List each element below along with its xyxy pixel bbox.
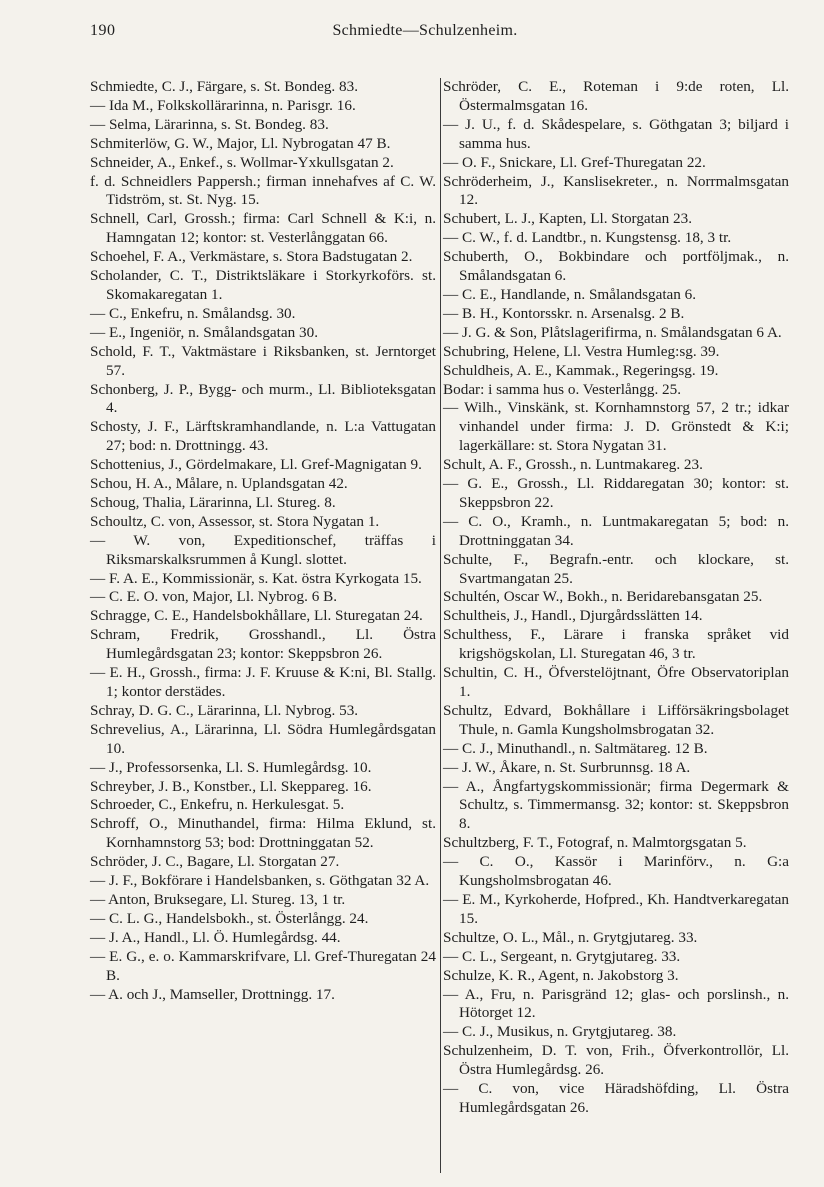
directory-entry: — A., Fru, n. Parisgränd 12; glas- och porslinsh., n. Hötorget 12. xyxy=(443,985,789,1022)
directory-entry: — E. G., e. o. Kammarskrifvare, Ll. Gref-Thuregatan 24 B. xyxy=(90,947,436,984)
directory-entry: Schottenius, J., Gördelmakare, Ll. Gref-Magnigatan 9. xyxy=(90,456,422,474)
directory-entry: — J. G. & Son, Plåtslagerifirma, n. Smålandsgatan 6 A. xyxy=(443,323,782,341)
directory-entry: — C. von, vice Häradshöfding, Ll. Östra Humlegårdsgatan 26. xyxy=(443,1080,789,1116)
page-header xyxy=(90,22,760,52)
directory-entry: Schuldheis, A. E., Kammak., Regeringsg. 19. xyxy=(443,361,719,379)
directory-entry: Schmiedte, C. J., Färgare, s. St. Bondeg. 83. xyxy=(90,78,359,95)
directory-entry: — C. L. G., Handelsbokh., st. Österlångg. 24. xyxy=(90,909,369,927)
directory-entry: — C. J., Musikus, n. Grytgjutareg. 38. xyxy=(443,1023,677,1041)
directory-entry: — G. E., Grossh., Ll. Riddaregatan 30; kontor: st. Skeppsbron 22. xyxy=(443,475,789,511)
directory-entry: — B. H., Kontorsskr. n. Arsenalsg. 2 B. xyxy=(443,304,685,322)
running-title: Schmiedte—Schulzenheim. xyxy=(332,22,518,39)
directory-entry: — Ida M., Folkskollärarinna, n. Parisgr. 16. xyxy=(90,96,356,114)
directory-entry: — E. M., Kyrkoherde, Hofpred., Kh. Handtverkaregatan 15. xyxy=(443,890,789,927)
directory-entry: Schultze, O. L., Mål., n. Grytgjutareg. 33. xyxy=(443,928,698,946)
right-column xyxy=(443,78,789,1118)
directory-entry: — C. W., f. d. Landtbr., n. Kungstensg. 18, 3 tr. xyxy=(443,229,732,247)
page-number: 190 xyxy=(90,22,116,39)
directory-entry: — C. E., Handlande, n. Smålandsgatan 6. xyxy=(443,285,697,303)
directory-entry: Schmiterlöw, G. W., Major, Ll. Nybrogatan 47 B. xyxy=(90,134,391,152)
directory-entry: — Selma, Lärarinna, s. St. Bondeg. 83. xyxy=(90,115,329,133)
directory-entry: Schroff, O., Minuthandel, firma: Hilma Eklund, st. Kornhamnstorg 53; bod: Drottninggatan 52. xyxy=(90,815,436,852)
directory-entry: — W. von, Expeditionschef, träffas i Riksmarskalksrummen å Kungl. slottet. xyxy=(90,531,436,568)
directory-entry: Schultzberg, F. T., Fotograf, n. Malmtorgsgatan 5. xyxy=(443,834,747,852)
directory-entry: Schram, Fredrik, Grosshandl., Ll. Östra Humlegårdsgatan 23; kontor: Skeppsbron 26. xyxy=(90,626,436,663)
directory-entry: Schoug, Thalia, Lärarinna, Ll. Stureg. 8. xyxy=(90,493,336,511)
directory-entry: — C. L., Sergeant, n. Grytgjutareg. 33. xyxy=(443,947,681,965)
directory-entry: — Wilh., Vinskänk, st. Kornhamnstorg 57, 2 tr.; idkar vinhandel under firma: J. D. Grönstedt & K:i; lagerkällare: st. Stora Nygatan 31. xyxy=(443,399,789,455)
directory-entry: Scholander, C. T., Distriktsläkare i Storkyrkoförs. st. Skomakaregatan 1. xyxy=(90,267,436,303)
directory-entry: — C. J., Minuthandl., n. Saltmätareg. 12 B. xyxy=(443,739,708,757)
directory-entry: Schuberth, O., Bokbindare och portföljmak., n. Smålandsgatan 6. xyxy=(443,248,789,285)
column-divider xyxy=(440,78,441,1173)
directory-entry: — E., Ingeniör, n. Smålandsgatan 30. xyxy=(90,323,319,341)
directory-entry: Schultin, C. H., Öfverstelöjtnant, Öfre Observatoriplan 1. xyxy=(443,664,789,700)
directory-entry: Schoultz, C. von, Assessor, st. Stora Nygatan 1. xyxy=(90,512,380,530)
directory-entry: Bodar: i samma hus o. Vesterlångg. 25. xyxy=(443,380,682,398)
directory-entry: Schray, D. G. C., Lärarinna, Ll. Nybrog. 53. xyxy=(90,701,359,719)
directory-entry: Schulzenheim, D. T. von, Frih., Öfverkontrollör, Ll. Östra Humlegårdsg. 26. xyxy=(443,1042,789,1079)
entry-columns xyxy=(90,78,789,1173)
directory-entry: Schult, A. F., Grossh., n. Luntmakareg. 23. xyxy=(443,456,703,474)
left-column xyxy=(90,78,436,1004)
directory-entry: Schosty, J. F., Lärftskramhandlande, n. L:a Vattugatan 27; bod: n. Drottningg. 43. xyxy=(90,418,436,455)
directory-entry: Schultz, Edvard, Bokhållare i Lifförsäkringsbolaget Thule, n. Gamla Kungsholmsbrogatan 32. xyxy=(443,701,789,738)
directory-entry: — J. W., Åkare, n. St. Surbrunnsg. 18 A. xyxy=(443,758,691,776)
directory-entry: Schultén, Oscar W., Bokh., n. Beridarebansgatan 25. xyxy=(443,588,763,606)
directory-entry: Schrevelius, A., Lärarinna, Ll. Södra Humlegårdsgatan 10. xyxy=(90,720,436,757)
directory-entry: — C., Enkefru, n. Smålandsg. 30. xyxy=(90,304,296,322)
directory-entry: Schultheis, J., Handl., Djurgårdsslätten 14. xyxy=(443,607,703,625)
directory-entry: Schreyber, J. B., Konstber., Ll. Skeppareg. 16. xyxy=(90,777,372,795)
directory-entry: — Anton, Bruksegare, Ll. Stureg. 13, 1 tr. xyxy=(90,890,346,908)
directory-entry: Schröder, J. C., Bagare, Ll. Storgatan 27. xyxy=(90,853,340,871)
directory-entry: Schold, F. T., Vaktmästare i Riksbanken, st. Jerntorget 57. xyxy=(90,342,436,379)
directory-entry: Schneider, A., Enkef., s. Wollmar-Yxkullsgatan 2. xyxy=(90,153,394,171)
directory-entry: Schulze, K. R., Agent, n. Jakobstorg 3. xyxy=(443,966,679,984)
directory-entry: — A., Ångfartygskommissionär; firma Degermark & Schultz, s. Timmermansg. 32; kontor: st. Skeppsbron 8. xyxy=(443,777,789,833)
directory-entry: Schoehel, F. A., Verkmästare, s. Stora Badstugatan 2. xyxy=(90,248,413,266)
directory-entry: — J., Professorsenka, Ll. S. Humlegårdsg. 10. xyxy=(90,758,372,776)
directory-entry: — J. F., Bokförare i Handelsbanken, s. Göthgatan 32 A. xyxy=(90,872,430,890)
directory-entry: f. d. Schneidlers Pappersh.; firman innehafves af C. W. Tidström, st. St. Nyg. 15. xyxy=(90,172,436,209)
directory-entry: Schragge, C. E., Handelsbokhållare, Ll. Sturegatan 24. xyxy=(90,607,423,625)
directory-entry: Schubring, Helene, Ll. Vestra Humleg:sg. 39. xyxy=(443,342,720,360)
directory-entry: — C. E. O. von, Major, Ll. Nybrog. 6 B. xyxy=(90,588,338,606)
directory-entry: Schröder, C. E., Roteman i 9:de roten, Ll. Östermalmsgatan 16. xyxy=(443,78,789,114)
directory-entry: — F. A. E., Kommissionär, s. Kat. östra Kyrkogata 15. xyxy=(90,569,422,587)
directory-entry: Schubert, L. J., Kapten, Ll. Storgatan 23. xyxy=(443,210,693,228)
directory-entry: — J. A., Handl., Ll. Ö. Humlegårdsg. 44. xyxy=(90,928,341,946)
directory-entry: — C. O., Kramh., n. Luntmakaregatan 5; bod: n. Drottninggatan 34. xyxy=(443,512,789,549)
directory-entry: Schröderheim, J., Kanslisekreter., n. Norrmalmsgatan 12. xyxy=(443,172,789,209)
directory-entry: Schou, H. A., Målare, n. Uplandsgatan 42. xyxy=(90,475,348,493)
directory-entry: — C. O., Kassör i Marinförv., n. G:a Kungsholmsbrogatan 46. xyxy=(443,853,789,890)
directory-entry: — A. och J., Mamseller, Drottningg. 17. xyxy=(90,985,335,1003)
directory-entry: Schnell, Carl, Grossh.; firma: Carl Schnell & K:i, n. Hamngatan 12; kontor: st. Vesterlånggatan 66. xyxy=(90,210,436,247)
directory-entry: — J. U., f. d. Skådespelare, s. Göthgatan 3; biljard i samma hus. xyxy=(443,115,789,152)
directory-entry: Schulthess, F., Lärare i franska språket vid krigshögskolan, Ll. Sturegatan 46, 3 tr. xyxy=(443,626,789,663)
directory-entry: Schonberg, J. P., Bygg- och murm., Ll. Biblioteksgatan 4. xyxy=(90,380,436,417)
directory-entry: Schroeder, C., Enkefru, n. Herkulesgat. 5. xyxy=(90,796,345,814)
directory-entry: — E. H., Grossh., firma: J. F. Kruuse & K:ni, Bl. Stallg. 1; kontor derstädes. xyxy=(90,664,436,700)
directory-entry: — O. F., Snickare, Ll. Gref-Thuregatan 22. xyxy=(443,153,706,171)
directory-entry: Schulte, F., Begrafn.-entr. och klockare, st. Svartmangatan 25. xyxy=(443,550,789,587)
